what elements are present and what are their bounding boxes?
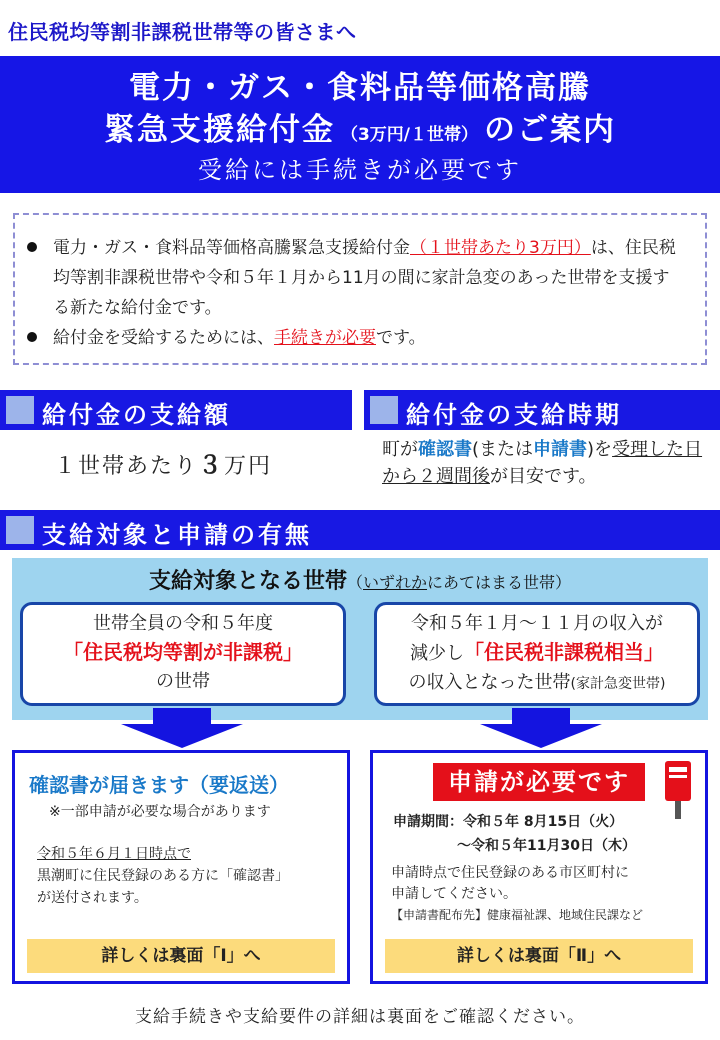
section-square-icon [6,396,34,424]
title-line-2 [0,104,720,149]
apply-body-l1: 申請時点で住民登録のある市区町村に [391,865,629,881]
timing-a: 町が [382,439,418,460]
see-back-link-2[interactable]: 詳しくは裏面「Ⅱ」へ [385,939,693,973]
amount-unit: 万円 [224,454,273,479]
section-timing-bar [364,390,720,430]
apply-panel [370,750,708,984]
apply-period-start: 申請期間：令和５年 8月15日（火） [393,814,624,830]
target-card-1 [20,602,346,706]
apply-body-l3: 【申請書配布先】健康福祉課、地域住民課など [391,908,644,922]
confirm-body-l1: 令和５年６月１日時点で [37,846,191,862]
section-timing-title: 給付金の支給時期 [406,401,622,429]
title-line-2-tail: のご案内 [484,112,617,148]
title-banner [0,56,720,193]
amount-number: ３ [198,451,225,479]
confirm-body-l3: が送付されます。 [37,890,148,906]
intro-bullet-2-text [53,323,683,353]
target-title-main: 支給対象となる世帯 [148,569,347,594]
intro-b1-c: は、住民税均等割非課税世帯や令和５年１月から11月の間に家計急変のあった世帯を支援する新たな給付金です。 [53,238,676,318]
intro-bullet-1-text [53,233,683,323]
confirm-panel [12,750,350,984]
confirm-title: 確認書が届きます（要返送） [29,773,289,797]
target-title-sub [347,573,571,592]
mailbox-icon [663,761,693,817]
section-amount-title: 給付金の支給額 [42,401,231,429]
target-sub-b: いずれか [363,573,428,592]
target-sub-a: （ [346,573,363,592]
timing-period: 受理した日から２週間後 [382,439,703,487]
timing-confirm: 確認書 [418,439,472,460]
timing-e: )を [587,439,613,460]
card1-line1: 世帯全員の令和５年度 [93,613,273,634]
apply-title: 申請が必要です [433,763,645,801]
apply-period-end: ～令和５年11月30日（木） [457,838,636,854]
card2-line3a: の収入となった世帯 [408,672,571,693]
title-subtitle: 受給には手続きが必要です [198,156,522,184]
intro-b2-c: です。 [376,328,426,348]
timing-text [382,436,712,490]
bullet-icon [27,332,37,342]
confirm-note: ※一部申請が必要な場合があります [49,804,271,820]
arrow-down-icon [121,724,243,748]
card2-line2b: 「住民税非課税相当」 [464,640,664,664]
card2-line3 [377,668,697,699]
kicker-text: 住民税均等割非課税世帯等の皆さまへ [8,20,357,44]
intro-b2-a: 給付金を受給するためには、 [53,328,274,348]
section-target-bar [0,510,720,550]
arrow-down-icon [480,724,602,748]
card1-line2: 「住民税均等割が非課税」 [63,640,303,664]
timing-apply: 申請書 [533,439,588,460]
bullet-icon [27,242,37,252]
target-card-2 [374,602,700,706]
footer-text: 支給手続きや支給要件の詳細は裏面をご確認ください。 [135,1007,585,1027]
title-line-1: 電力・ガス・食料品等価格高騰 [129,70,591,106]
intro-b2-emph: 手続きが必要 [274,328,376,348]
title-amount: （3万円/１世帯） [340,125,479,145]
see-back-link-1[interactable]: 詳しくは裏面「Ⅰ」へ [27,939,335,973]
section-square-icon [370,396,398,424]
card2-line2 [377,638,697,668]
title-line-2-main: 緊急支援給付金 [103,112,335,148]
target-title [12,564,708,595]
amount-text [54,445,272,480]
amount-a: １世帯あたり [54,454,199,479]
timing-c: (または [472,439,534,460]
intro-b1-amount: （１世帯あたり3万円） [410,238,591,258]
confirm-body [37,843,289,909]
apply-body-l2: 申請してください。 [391,886,517,902]
intro-box [13,213,707,365]
apply-body [391,863,643,926]
section-target-title: 支給対象と申請の有無 [42,521,312,549]
target-box [12,558,708,720]
timing-g: が目安です。 [490,466,597,487]
card1-line3: の世帯 [156,671,210,692]
card2-line1: 令和５年１月～１１月の収入が [411,613,663,634]
target-sub-c: にあてはまる世帯） [427,573,572,592]
section-amount-bar [0,390,352,430]
section-square-icon [6,516,34,544]
intro-b1-a: 電力・ガス・食料品等価格高騰緊急支援給付金 [53,238,410,258]
confirm-body-l2: 黒潮町に住民登録のある方に「確認書」 [37,868,289,884]
card2-line3b: (家計急変世帯) [570,676,666,692]
card2-line2a: 減少し [410,643,464,664]
